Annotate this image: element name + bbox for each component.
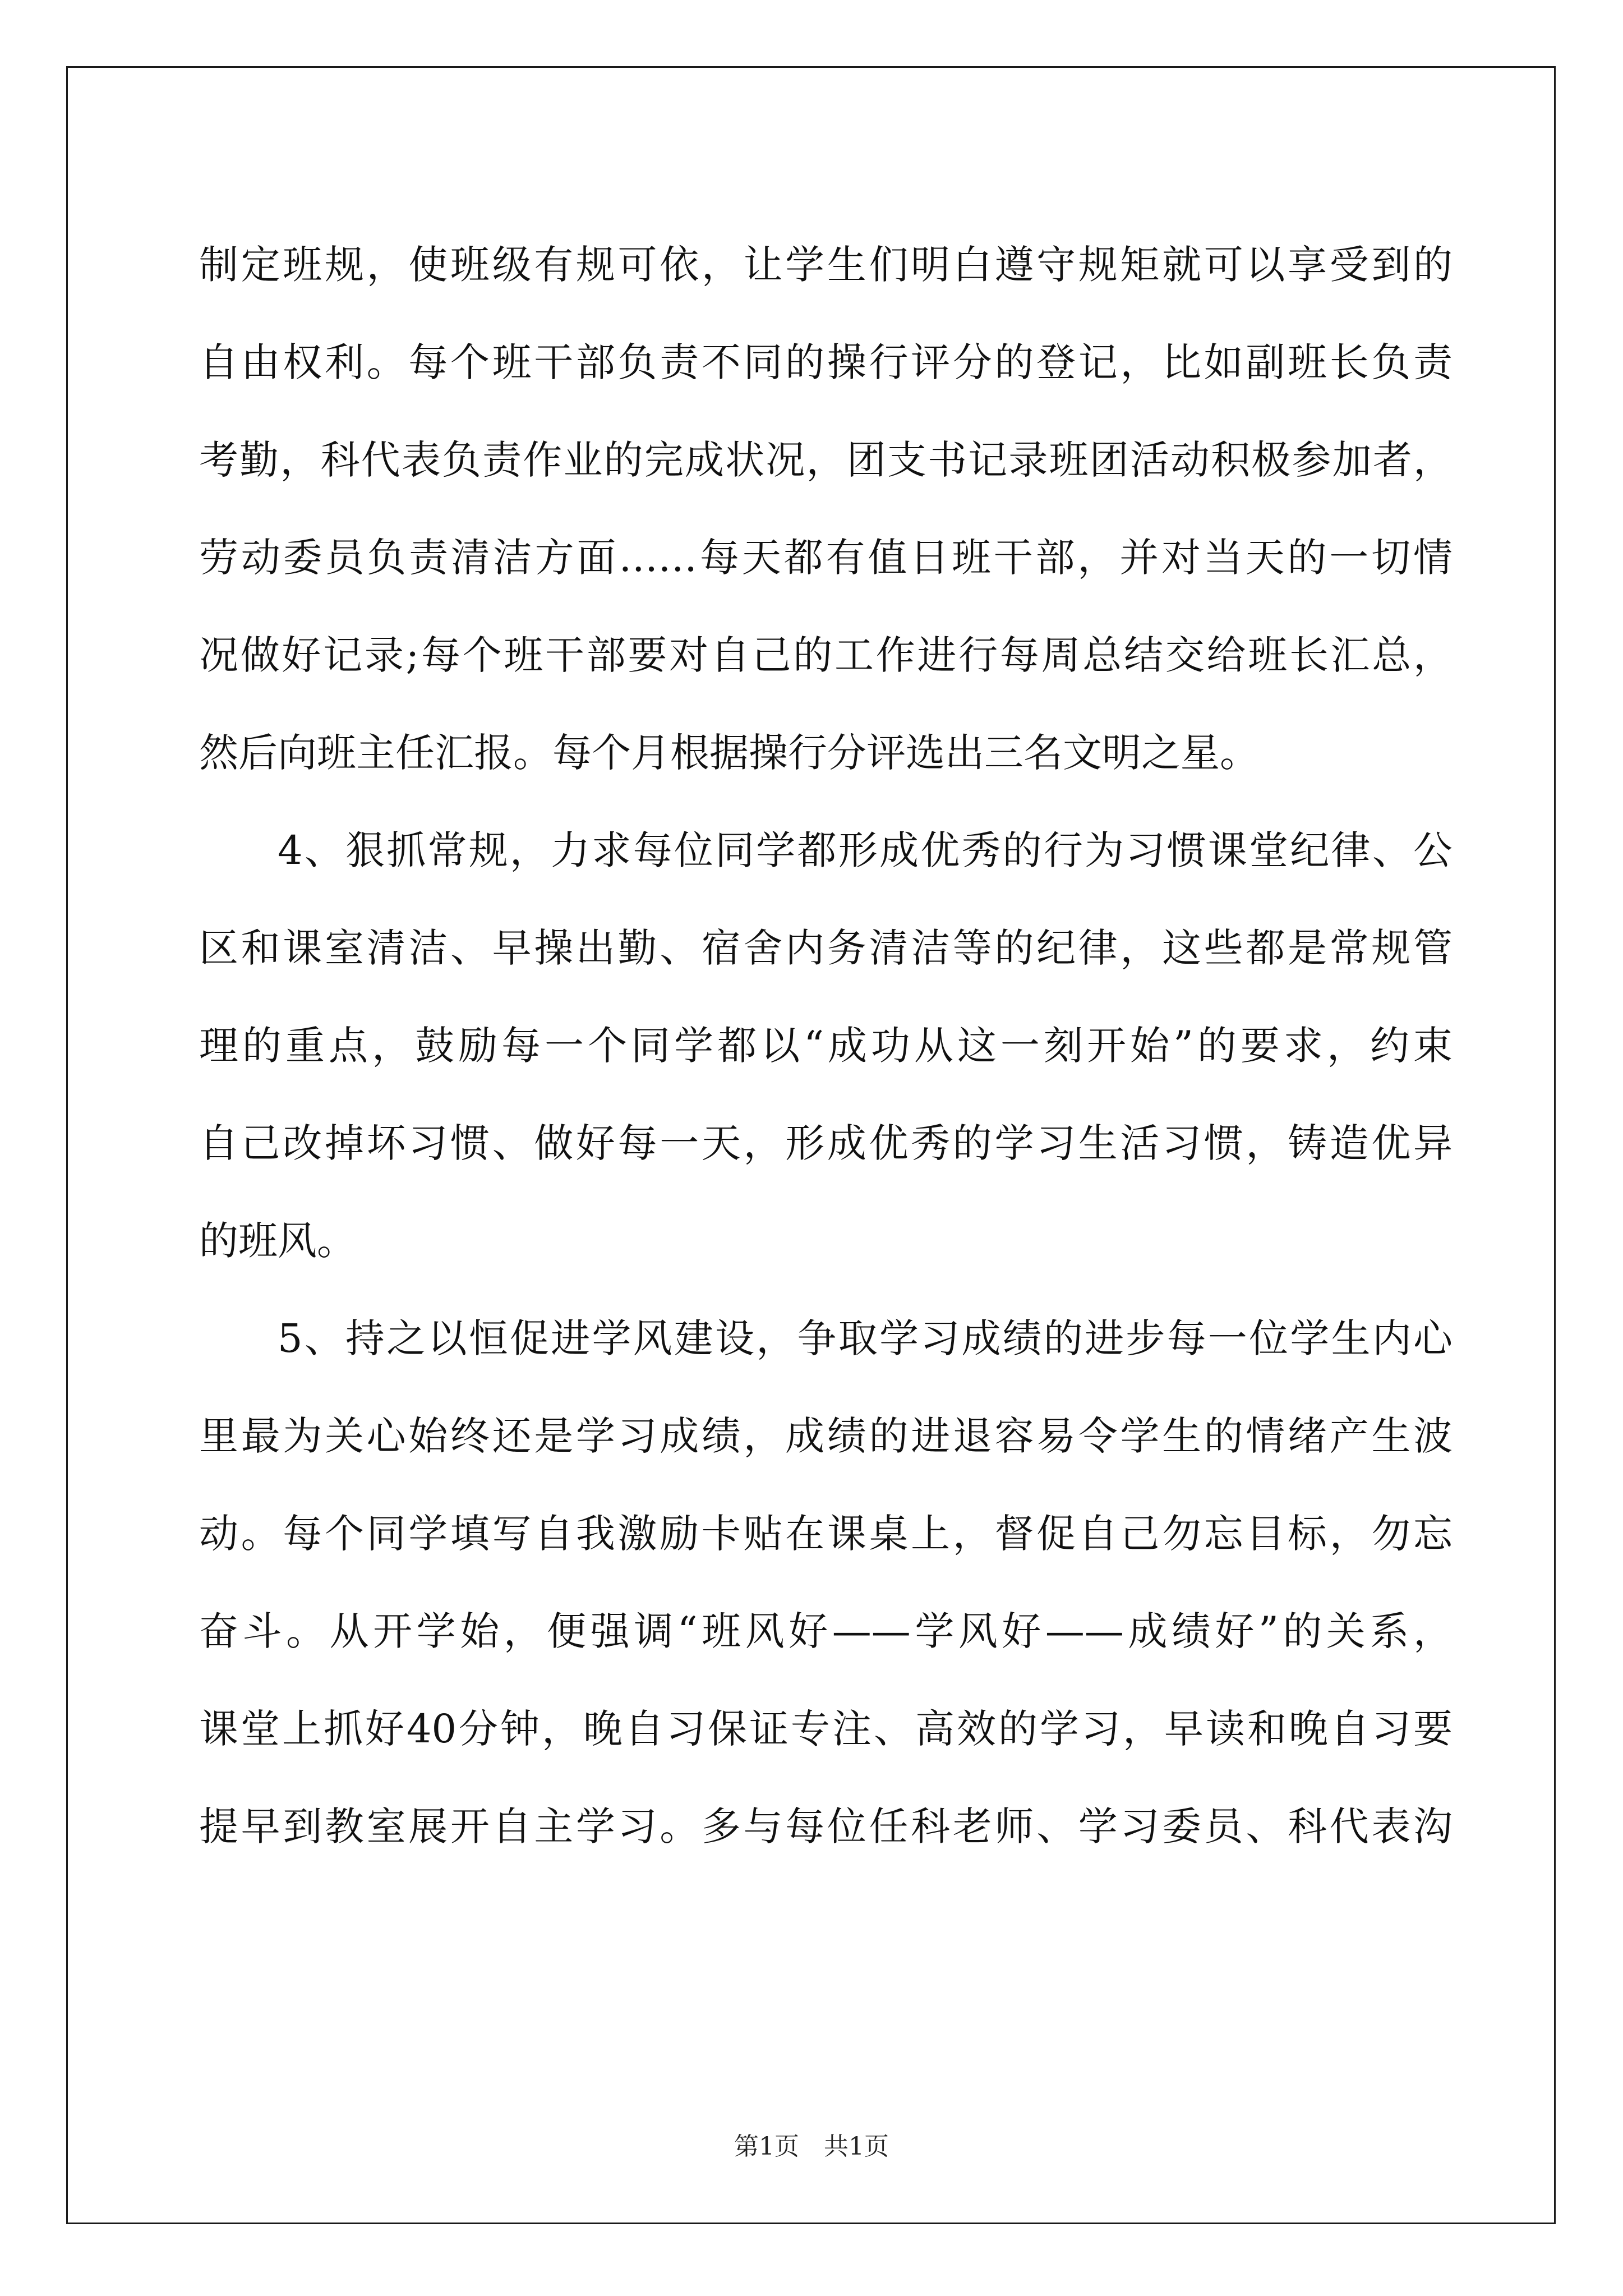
page-footer: 第1页 共1页 [734, 2132, 889, 2161]
paragraph-2-line-4: 自己改掉坏习惯、做好每一天，形成优秀的学习生活习惯，铸造优异 [199, 1120, 1453, 1166]
paragraph-1-line-5: 况做好记录;每个班干部要对自己的工作进行每周总结交给班长汇总， [199, 632, 1453, 678]
paragraph-2-line-1: 4、狠抓常规，力求每位同学都形成优秀的行为习惯课堂纪律、公 [278, 827, 1453, 873]
paragraph-2-line-2: 区和课室清洁、早操出勤、宿舍内务清洁等的纪律，这些都是常规管 [199, 925, 1453, 971]
document-body [199, 216, 1453, 1875]
paragraph-3-line-2: 里最为关心始终还是学习成绩，成绩的进退容易令学生的情绪产生波 [199, 1413, 1453, 1459]
paragraph-2-line-5: 的班风。 [199, 1218, 356, 1264]
paragraph-3-line-6: 提早到教室展开自主学习。多与每位任科老师、学习委员、科代表沟 [199, 1803, 1453, 1849]
paragraph-3-line-3: 动。每个同学填写自我激励卡贴在课桌上，督促自己勿忘目标，勿忘 [199, 1511, 1453, 1557]
paragraph-1-line-4: 劳动委员负责清洁方面……每天都有值日班干部，并对当天的一切情 [199, 535, 1453, 581]
paragraph-3-line-1: 5、持之以恒促进学风建设，争取学习成绩的进步每一位学生内心 [278, 1315, 1453, 1361]
paragraph-1-line-3: 考勤，科代表负责作业的完成状况，团支书记录班团活动积极参加者， [199, 437, 1453, 483]
paragraph-1-line-1: 制定班规，使班级有规可依，让学生们明白遵守规矩就可以享受到的 [199, 242, 1453, 288]
paragraph-1-line-2: 自由权利。每个班干部负责不同的操行评分的登记，比如副班长负责 [199, 339, 1453, 385]
paragraph-3-line-4: 奋斗。从开学始，便强调“班风好——学风好——成绩好”的关系， [199, 1608, 1453, 1654]
paragraph-1-line-6: 然后向班主任汇报。每个月根据操行分评选出三名文明之星。 [199, 730, 1259, 776]
paragraph-3-line-5: 课堂上抓好40分钟，晚自习保证专注、高效的学习，早读和晚自习要 [199, 1706, 1453, 1752]
paragraph-2-line-3: 理的重点，鼓励每一个同学都以“成功从这一刻开始”的要求，约束 [199, 1023, 1453, 1069]
